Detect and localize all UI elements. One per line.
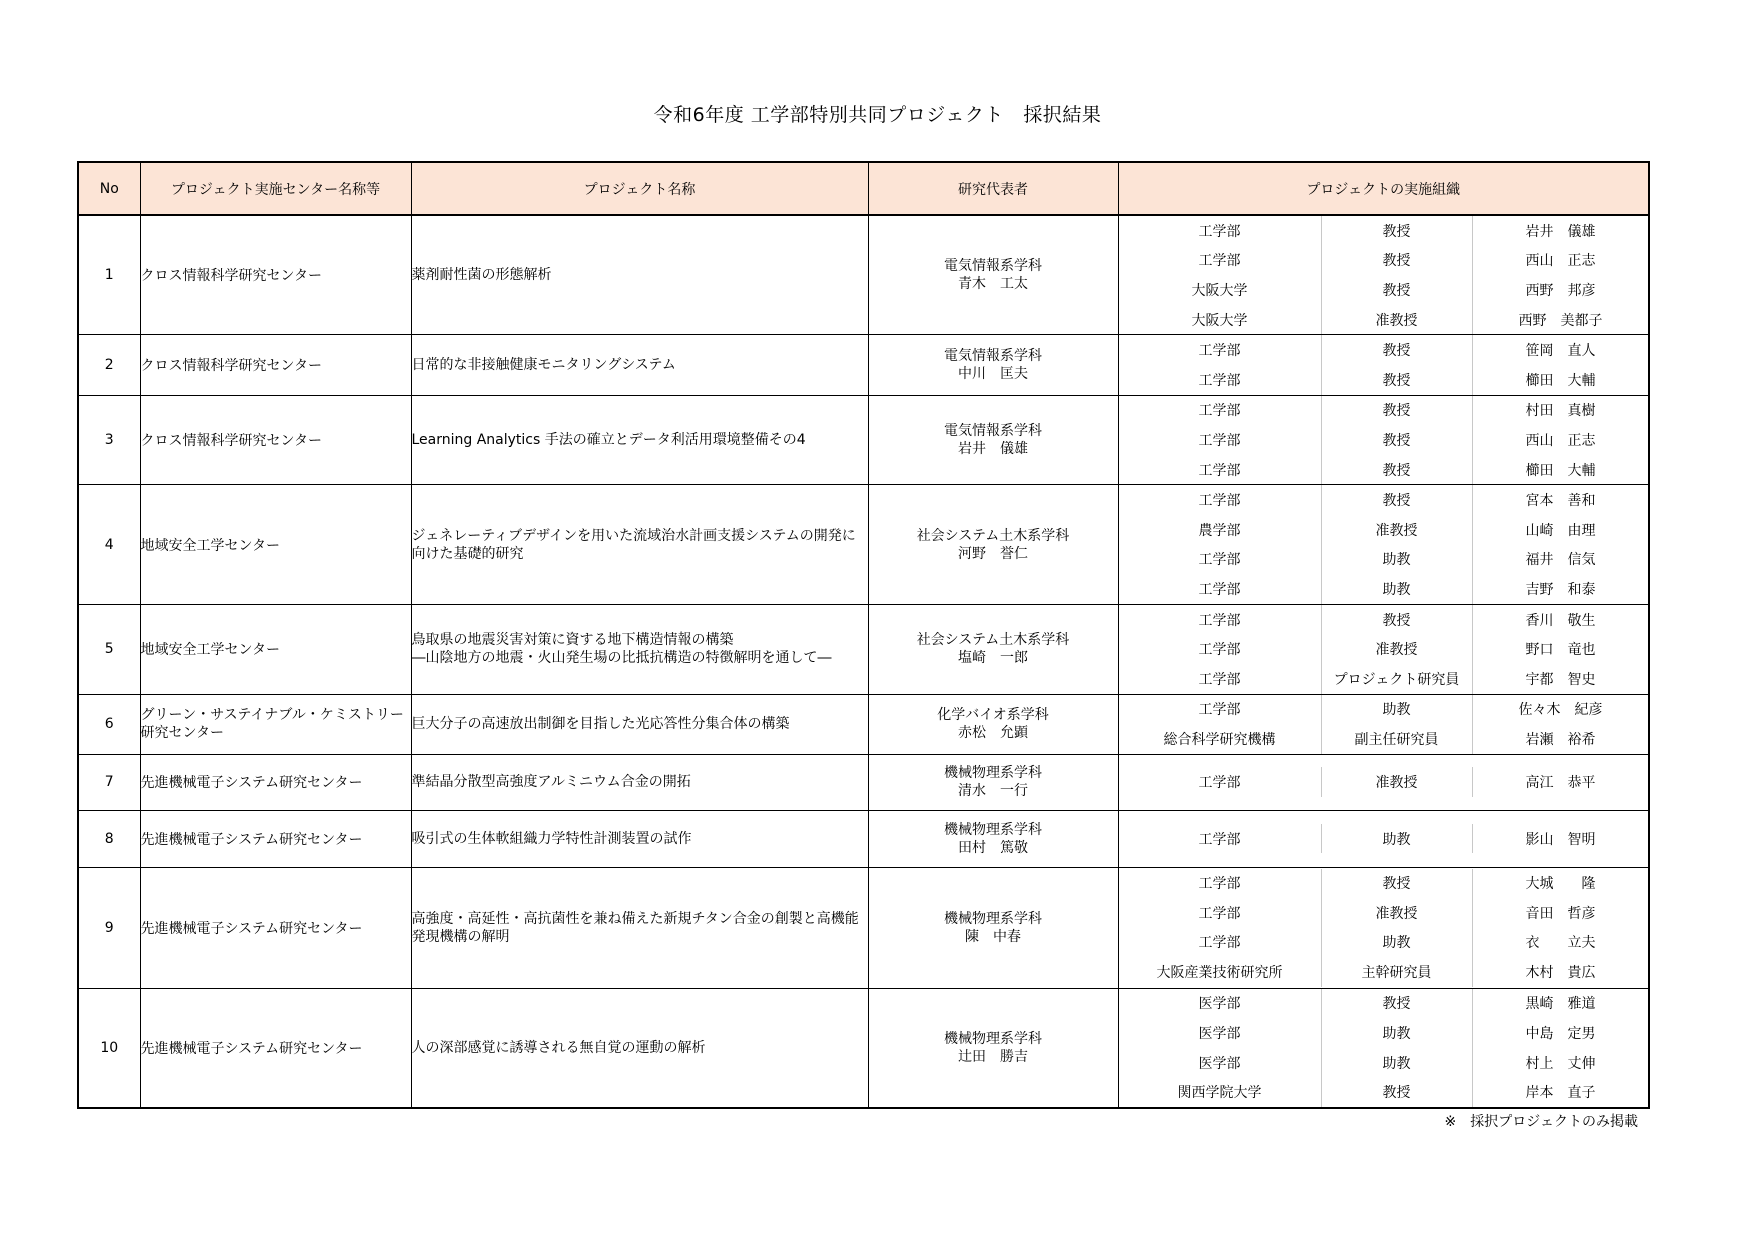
representative-name: 青木 工太 (958, 276, 1028, 293)
organization (1118, 810, 1649, 867)
member-affiliation: 工学部 (1119, 396, 1322, 426)
member-position: 助教 (1321, 574, 1472, 604)
member-affiliation: 工学部 (1119, 335, 1322, 365)
representative-name: 赤松 允顕 (958, 725, 1028, 742)
member-name: 櫛田 大輔 (1525, 372, 1596, 389)
row-number: 8 (78, 810, 140, 867)
header-project: プロジェクト名称 (411, 162, 868, 215)
table-header-row (78, 162, 1649, 215)
table-row (78, 215, 1649, 335)
center-name: 地域安全工学センター (140, 604, 411, 694)
member-position: 教授 (1321, 396, 1472, 426)
representative-name: 陳 中春 (965, 928, 1021, 945)
center-name: 地域安全工学センター (140, 485, 411, 604)
member-position: 教授 (1321, 365, 1472, 395)
member-position: 教授 (1321, 605, 1472, 635)
project-name: 準結晶分散型高強度アルミニウム合金の開拓 (411, 754, 868, 810)
table-row (78, 988, 1649, 1108)
organization (1118, 395, 1649, 485)
representative-name: 河野 誉仁 (958, 545, 1028, 562)
member-position: 助教 (1321, 824, 1472, 854)
organization (1118, 754, 1649, 810)
organization (1118, 604, 1649, 694)
center-name: グリーン・サステイナブル・ケミストリー研究センター (140, 694, 411, 754)
member-name: 高江 恭平 (1525, 775, 1596, 792)
member-name: 中島 定男 (1525, 1026, 1596, 1043)
member-position: 教授 (1321, 246, 1472, 276)
row-number: 7 (78, 754, 140, 810)
representative-dept: 化学バイオ系学科 (937, 707, 1049, 724)
representative (868, 335, 1118, 395)
member-name: 吉野 和泰 (1525, 581, 1596, 598)
member-name: 木村 貴広 (1525, 965, 1596, 982)
organization (1118, 215, 1649, 335)
member-row (1119, 216, 1649, 246)
member-affiliation: 工学部 (1119, 574, 1322, 604)
member-row (1119, 1018, 1649, 1048)
representative (868, 485, 1118, 604)
footnote: ※ 採択プロジェクトのみ掲載 (1444, 1114, 1638, 1130)
member-affiliation: 工学部 (1119, 425, 1322, 455)
member-name: 櫛田 大輔 (1525, 462, 1596, 479)
member-row (1119, 957, 1649, 987)
member-position: 教授 (1321, 335, 1472, 365)
member-row (1119, 928, 1649, 958)
organization (1118, 485, 1649, 604)
header-center: プロジェクト実施センター名称等 (140, 162, 411, 215)
row-number: 10 (78, 988, 140, 1108)
member-name: 村上 丈伸 (1525, 1055, 1596, 1072)
member-affiliation: 大阪産業技術研究所 (1119, 957, 1322, 987)
member-affiliation: 工学部 (1119, 455, 1322, 485)
member-row (1119, 1077, 1649, 1107)
member-affiliation: 大阪大学 (1119, 305, 1322, 335)
table-row (78, 810, 1649, 867)
member-position: 教授 (1321, 425, 1472, 455)
member-position: 助教 (1321, 1048, 1472, 1078)
center-name: 先進機械電子システム研究センター (140, 988, 411, 1108)
member-affiliation: 工学部 (1119, 246, 1322, 276)
project-name: Learning Analytics 手法の確立とデータ利活用環境整備その4 (411, 395, 868, 485)
member-row (1119, 989, 1649, 1019)
representative (868, 988, 1118, 1108)
member-position: 助教 (1321, 928, 1472, 958)
member-row (1119, 695, 1649, 725)
row-number: 1 (78, 215, 140, 335)
member-row (1119, 724, 1649, 754)
member-affiliation: 総合科学研究機構 (1119, 724, 1322, 754)
representative-name: 塩崎 一郎 (958, 650, 1028, 667)
member-name: 村田 真樹 (1525, 403, 1596, 420)
representative-name: 田村 篤敬 (958, 839, 1028, 856)
member-row (1119, 485, 1649, 515)
row-number: 9 (78, 867, 140, 988)
member-position: 助教 (1321, 1018, 1472, 1048)
center-name: クロス情報科学研究センター (140, 335, 411, 395)
member-affiliation: 工学部 (1119, 365, 1322, 395)
project-name-subtitle: ―山陰地方の地震・火山発生場の比抵抗構造の特徴解明を通して― (411, 650, 832, 667)
row-number: 5 (78, 604, 140, 694)
member-row (1119, 574, 1649, 604)
table-row (78, 754, 1649, 810)
member-affiliation: 工学部 (1119, 545, 1322, 575)
member-name: 西野 邦彦 (1525, 282, 1596, 299)
center-name: クロス情報科学研究センター (140, 395, 411, 485)
member-affiliation: 工学部 (1119, 898, 1322, 928)
table-row (78, 604, 1649, 694)
member-row (1119, 767, 1649, 797)
member-affiliation: 医学部 (1119, 989, 1322, 1019)
member-row (1119, 365, 1649, 395)
center-name: 先進機械電子システム研究センター (140, 810, 411, 867)
project-name (411, 604, 868, 694)
member-name: 西山 正志 (1525, 432, 1596, 449)
member-name: 香川 敬生 (1525, 612, 1596, 629)
project-name: 日常的な非接触健康モニタリングシステム (411, 335, 868, 395)
member-name: 佐々木 紀彦 (1518, 702, 1603, 719)
table-row (78, 694, 1649, 754)
page-title: 令和6年度 工学部特別共同プロジェクト 採択結果 (653, 104, 1102, 126)
member-name: 福井 信気 (1525, 552, 1596, 569)
representative (868, 867, 1118, 988)
member-position: 准教授 (1321, 515, 1472, 545)
member-affiliation: 関西学院大学 (1119, 1077, 1322, 1107)
center-name: 先進機械電子システム研究センター (140, 867, 411, 988)
representative-name: 清水 一行 (958, 783, 1028, 800)
representative-dept: 電気情報系学科 (944, 347, 1042, 364)
member-row (1119, 425, 1649, 455)
member-name: 大城 隆 (1525, 876, 1596, 893)
member-name: 笹岡 直人 (1525, 343, 1596, 360)
member-affiliation: 大阪大学 (1119, 275, 1322, 305)
header-organization: プロジェクトの実施組織 (1118, 162, 1649, 215)
member-affiliation: 工学部 (1119, 767, 1322, 797)
project-name: 巨大分子の高速放出制御を目指した光応答性分集合体の構築 (411, 694, 868, 754)
project-name: 人の深部感覚に誘導される無自覚の運動の解析 (411, 988, 868, 1108)
member-affiliation: 工学部 (1119, 695, 1322, 725)
member-name: 西野 美都子 (1518, 312, 1603, 329)
member-position: 教授 (1321, 1077, 1472, 1107)
member-position: 准教授 (1321, 634, 1472, 664)
member-position: 教授 (1321, 869, 1472, 899)
representative-name: 辻田 勝吉 (958, 1048, 1028, 1065)
member-name: 山崎 由理 (1525, 522, 1596, 539)
member-row (1119, 869, 1649, 899)
project-name: ジェネレーティブデザインを用いた流域治水計画支援システムの開発に向けた基礎的研究 (411, 485, 868, 604)
member-name: 宮本 善和 (1525, 493, 1596, 510)
header-representative: 研究代表者 (868, 162, 1118, 215)
member-row (1119, 824, 1649, 854)
organization (1118, 988, 1649, 1108)
member-name: 西山 正志 (1525, 253, 1596, 270)
member-affiliation: 工学部 (1119, 869, 1322, 899)
representative-dept: 機械物理系学科 (944, 765, 1042, 782)
representative-dept: 機械物理系学科 (944, 821, 1042, 838)
member-name: 野口 竜也 (1525, 642, 1596, 659)
member-affiliation: 工学部 (1119, 824, 1322, 854)
member-position: 教授 (1321, 989, 1472, 1019)
member-affiliation: 医学部 (1119, 1018, 1322, 1048)
member-row (1119, 246, 1649, 276)
header-no: No (78, 162, 140, 215)
member-row (1119, 455, 1649, 485)
representative-dept: 社会システム土木系学科 (916, 527, 1070, 544)
center-name: クロス情報科学研究センター (140, 215, 411, 335)
representative-dept: 電気情報系学科 (944, 422, 1042, 439)
table-row (78, 395, 1649, 485)
representative-dept: 機械物理系学科 (944, 1030, 1042, 1047)
organization (1118, 867, 1649, 988)
organization (1118, 335, 1649, 395)
member-row (1119, 396, 1649, 426)
representative-name: 岩井 儀雄 (958, 440, 1028, 457)
member-row (1119, 275, 1649, 305)
member-row (1119, 335, 1649, 365)
member-position: 教授 (1321, 216, 1472, 246)
member-row (1119, 634, 1649, 664)
representative (868, 604, 1118, 694)
member-affiliation: 工学部 (1119, 485, 1322, 515)
member-name: 宇都 智史 (1525, 671, 1596, 688)
member-position: 教授 (1321, 275, 1472, 305)
projects-table (77, 161, 1650, 1109)
representative-dept: 電気情報系学科 (944, 258, 1042, 275)
representative (868, 395, 1118, 485)
member-affiliation: 工学部 (1119, 605, 1322, 635)
member-name: 衣 立夫 (1525, 935, 1596, 952)
representative (868, 810, 1118, 867)
row-number: 3 (78, 395, 140, 485)
center-name: 先進機械電子システム研究センター (140, 754, 411, 810)
row-number: 2 (78, 335, 140, 395)
member-row (1119, 515, 1649, 545)
row-number: 4 (78, 485, 140, 604)
member-name: 岸本 直子 (1525, 1085, 1596, 1102)
member-name: 黒崎 雅道 (1525, 996, 1596, 1013)
member-affiliation: 工学部 (1119, 664, 1322, 694)
organization (1118, 694, 1649, 754)
table-row (78, 867, 1649, 988)
member-position: 准教授 (1321, 767, 1472, 797)
member-name: 岩井 儀雄 (1525, 223, 1596, 240)
member-affiliation: 農学部 (1119, 515, 1322, 545)
member-name: 岩瀬 裕希 (1525, 731, 1596, 748)
representative-dept: 機械物理系学科 (944, 910, 1042, 927)
member-position: プロジェクト研究員 (1321, 664, 1472, 694)
member-position: 助教 (1321, 545, 1472, 575)
member-affiliation: 工学部 (1119, 634, 1322, 664)
table-row (78, 485, 1649, 604)
project-name: 薬剤耐性菌の形態解析 (411, 215, 868, 335)
member-position: 准教授 (1321, 898, 1472, 928)
member-name: 音田 哲彦 (1525, 905, 1596, 922)
table-row (78, 335, 1649, 395)
project-name: 高強度・高延性・高抗菌性を兼ね備えた新規チタン合金の創製と高機能発現機構の解明 (411, 867, 868, 988)
member-position: 副主任研究員 (1321, 724, 1472, 754)
representative (868, 694, 1118, 754)
representative-dept: 社会システム土木系学科 (916, 632, 1070, 649)
representative (868, 754, 1118, 810)
member-position: 准教授 (1321, 305, 1472, 335)
member-affiliation: 工学部 (1119, 928, 1322, 958)
project-name-line: 鳥取県の地震災害対策に資する地下構造情報の構築 (411, 632, 734, 649)
member-row (1119, 605, 1649, 635)
member-affiliation: 工学部 (1119, 216, 1322, 246)
member-row (1119, 305, 1649, 335)
representative (868, 215, 1118, 335)
member-row (1119, 898, 1649, 928)
member-position: 教授 (1321, 455, 1472, 485)
representative-name: 中川 匡夫 (958, 365, 1028, 382)
member-position: 教授 (1321, 485, 1472, 515)
row-number: 6 (78, 694, 140, 754)
project-name: 吸引式の生体軟組織力学特性計測装置の試作 (411, 810, 868, 867)
member-position: 助教 (1321, 695, 1472, 725)
member-position: 主幹研究員 (1321, 957, 1472, 987)
member-row (1119, 545, 1649, 575)
member-row (1119, 664, 1649, 694)
member-name: 影山 智明 (1525, 831, 1596, 848)
member-row (1119, 1048, 1649, 1078)
member-affiliation: 医学部 (1119, 1048, 1322, 1078)
